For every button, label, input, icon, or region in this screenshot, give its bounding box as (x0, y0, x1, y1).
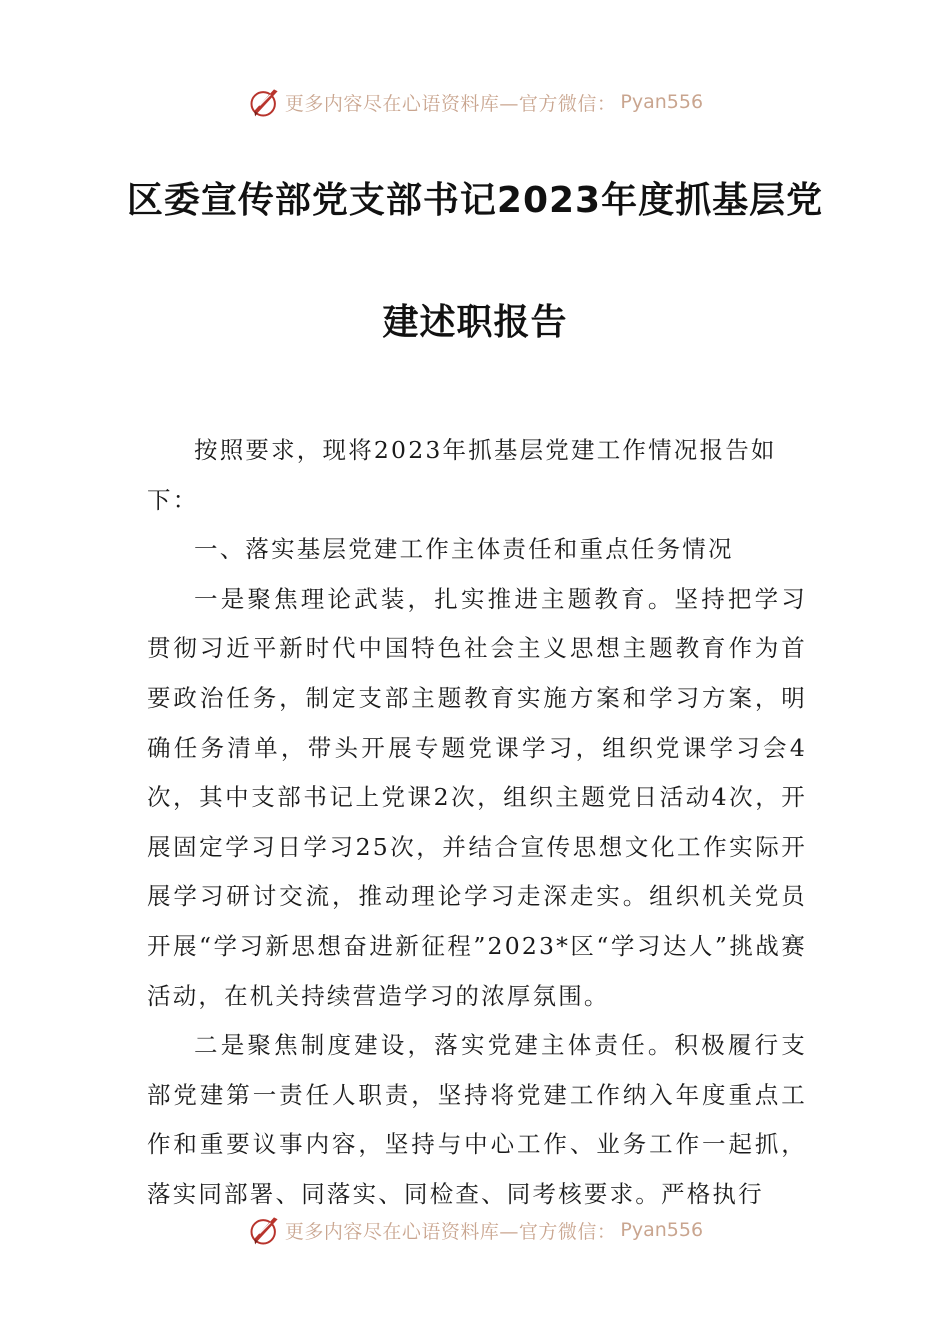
banner-slogan: 更多内容尽在心语资料库—官方微信： (284, 1220, 617, 1243)
wechat-id: Pyan556 (620, 1219, 704, 1241)
header-banner (0, 82, 950, 122)
quill-pen-logo-icon (247, 1212, 283, 1248)
body-paragraph: 一是聚焦理论武装，扎实推进主题教育。坚持把学习贯彻习近平新时代中国特色社会主义思想主题教育作为首要政治任务，制定支部主题教育实施方案和学习方案，明确任务清单，带头开展专题党课学习，组织党课学习会4次，其中支部书记上党课2次，组织主题党日活动4次，开展固定学习日学习25次，并结合宣传思想文化工作实际开展学习研讨交流，推动理论学习走深走实。组织机关党员开展“学习新思想奋进新征程”2023*区“学习达人”挑战赛活动，在机关持续营造学习的浓厚氛围。 (147, 584, 807, 1010)
section-heading: 一、落实基层党建工作主体责任和重点任务情况 (194, 535, 734, 564)
wechat-id: Pyan556 (620, 91, 704, 113)
quill-pen-logo-icon (247, 84, 283, 120)
intro-paragraph: 按照要求，现将2023年抓基层党建工作情况报告如下： (147, 436, 777, 514)
document-body (147, 426, 807, 1220)
body-paragraph: 二是聚焦制度建设，落实党建主体责任。积极履行支部党建第一责任人职责，坚持将党建工作纳入年度重点工作和重要议事内容，坚持与中心工作、业务工作一起抓，落实同部署、同落实、同检查、同考核要求。严格执行 (147, 1031, 807, 1208)
document-title-line-2: 建述职报告 (382, 302, 568, 343)
document-title-line-1: 区委宣传部党支部书记2023年度抓基层党 (126, 180, 824, 221)
footer-banner (0, 1210, 950, 1250)
banner-slogan: 更多内容尽在心语资料库—官方微信： (284, 92, 617, 115)
